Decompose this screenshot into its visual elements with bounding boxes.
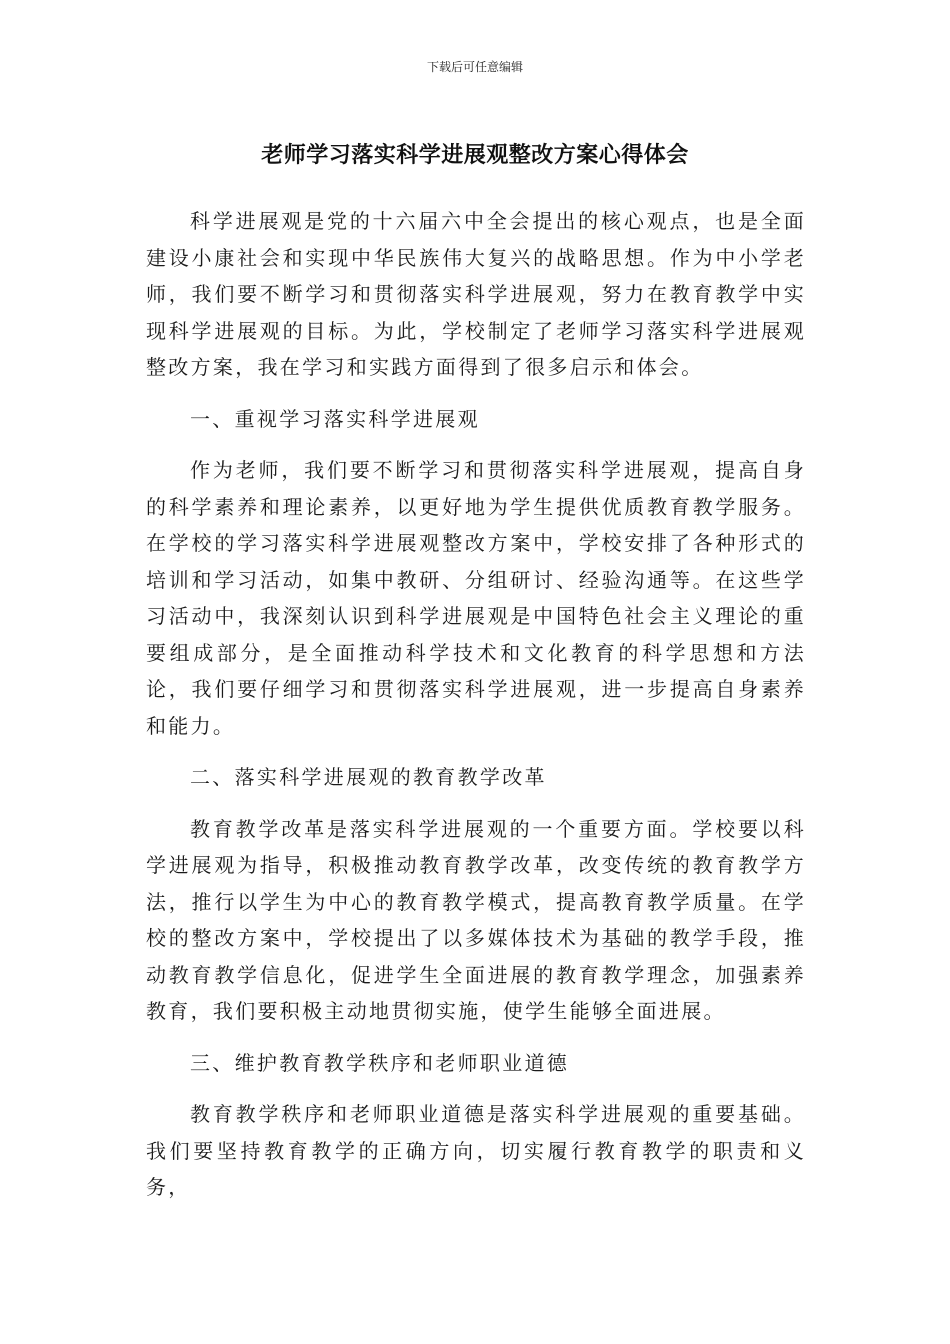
paragraph-section-3: 教育教学秩序和老师职业道德是落实科学进展观的重要基础。我们要坚持教育教学的正确方向，切实履行教育教学的职责和义务， (146, 1102, 806, 1199)
section-heading-3: 三、维护教育教学秩序和老师职业道德 (190, 1050, 570, 1075)
paragraph-section-1: 作为老师，我们要不断学习和贯彻落实科学进展观，提高自身的科学素养和理论素养，以更好地为学生提供优质教育教学服务。在学校的学习落实科学进展观整改方案中，学校安排了各种形式的培训和学习活动，如集中教研、分组研讨、经验沟通等。在这些学习活动中，我深刻认识到科学进展观是中国特色社会主义理论的重要组成部分，是全面推动科学技术和文化教育的科学思想和方法论，我们要仔细学习和贯彻落实科学进展观，进一步提高自身素养和能力。 (146, 458, 806, 738)
paragraph-section-2: 教育教学改革是落实科学进展观的一个重要方面。学校要以科学进展观为指导，积极推动教育教学改革，改变传统的教育教学方法，推行以学生为中心的教育教学模式，提高教育教学质量。在学校的整改方案中，学校提出了以多媒体技术为基础的教学手段，推动教育教学信息化，促进学生全面进展的教育教学理念，加强素养教育，我们要积极主动地贯彻实施，使学生能够全面进展。 (146, 816, 806, 1023)
document-title: 老师学习落实科学进展观整改方案心得体会 (261, 143, 689, 168)
section-heading-2: 二、落实科学进展观的教育教学改革 (190, 765, 547, 789)
document-body (146, 203, 806, 1221)
paragraph-intro: 科学进展观是党的十六届六中全会提出的核心观点，也是全面建设小康社会和实现中华民族伟大复兴的战略思想。作为中小学老师，我们要不断学习和贯彻落实科学进展观，努力在教育教学中实现科学进展观的目标。为此，学校制定了老师学习落实科学进展观整改方案，我在学习和实践方面得到了很多启示和体会。 (146, 209, 806, 379)
section-heading-1: 一、重视学习落实科学进展观 (190, 406, 480, 431)
header-note: 下载后可任意编辑 (426, 60, 523, 74)
